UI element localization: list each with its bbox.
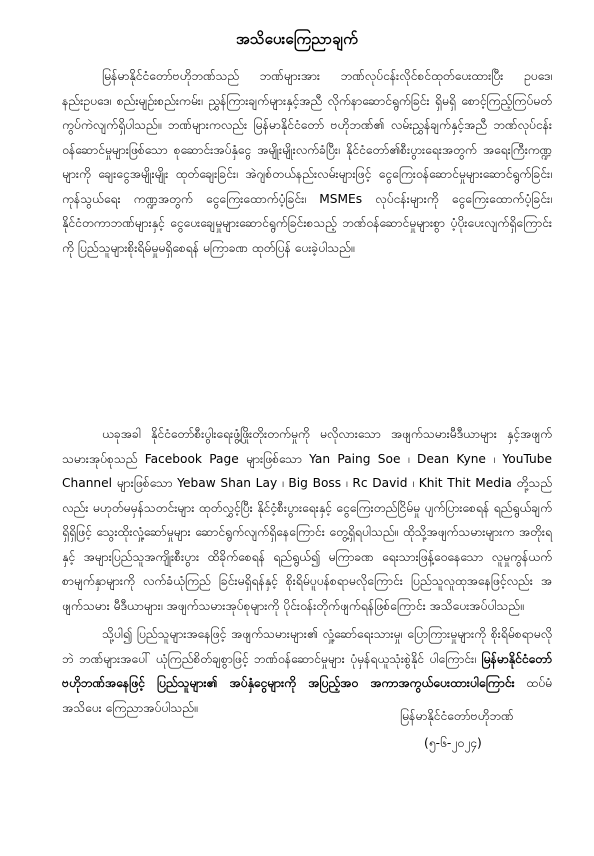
paragraph-2: ယခုအခါ နိုင်ငံတော်စီးပွါးရေးဖွံ့ဖြိုးတိုးတက်မှုကို မလိုလားသော အဖျက်သမားမီဒီယာများ နှင့်အဖျက်သမားအုပ်စုသည် Facebook Page များဖြစ်သော Yan Paing Soe ၊ Dean Kyne ၊ YouTube Channel များဖြစ်သော Yebaw Shan Lay ၊ Big Boss ၊ Rc David ၊ Khit Thit Media တို့သည်လည်း မဟုတ်မမှန်သတင်းများ ထုတ်လွှင့်ပြီး နိုင်ငံ့စီးပွားရေးနှင့် ငွေကြေးတည်ငြိမ်မှု ပျက်ပြားစေရန် ရည်ရွယ်ချက်ရှိရှိဖြင့် သွေးထိုးလှုံ့ဆော်မှုများ ဆောင်ရွက်လျက်ရှိနေကြောင်း တွေ့ရှိရပါသည်။ ထိုသို့အဖျက်သမားများက အတိုးရနှင့် အများပြည်သူအကျိုးစီးပွား ထိခိုက်စေရန် ရည်ရွယ်၍ မကြာခဏ ရေးသားဖြန့်ဝေနေသော လူမှုကွန်ယက်စာမျက်နှာများကို လက်ခံယုံကြည် ခြင်းမရှိရန်နှင့် စိုးရိမ်ပူပန်စရာမလိုကြောင်း ပြည်သူလူထုအနေဖြင့်လည်း အဖျက်သမား မီဒီယာများ၊ အဖျက်သမားအုပ်စုများကို ပိုင်းဝန်းတိုက်ဖျက်ရန်ဖြစ်ကြောင်း အသိပေးအပ်ပါသည်။ [62, 427, 552, 613]
paragraph-1: မြန်မာနိုင်ငံတော်ဗဟိုဘဏ်သည် ဘဏ်များအား ဘဏ်လုပ်ငန်းလိုင်စင်ထုတ်ပေးထားပြီး ဥပဒေ၊ နည်းဥပဒေ၊ စည်းမျဉ်းစည်းကမ်း၊ ညွှန်ကြားချက်များနှင့်အညီ လိုက်နာဆောင်ရွက်ခြင်း ရှိမရှိ စောင့်ကြည့်ကြပ်မတ်ကွပ်ကဲလျက်ရှိပါသည်။ ဘဏ်များကလည်း မြန်မာနိုင်ငံတော် ဗဟိုဘဏ်၏ လမ်းညွှန်ချက်နှင့်အညီ ဘဏ်လုပ်ငန်းဝန်ဆောင်မှုများဖြစ်သော စုဆောင်းအပ်နှံငွေ အမျိုးမျိုးလက်ခံပြီး၊ နိုင်ငံတော်၏စီးပွားရေးအတွက် အရေးကြီးကဏ္ဍများကို ချေးငွေအမျိုးမျိုး ထုတ်ချေးခြင်း၊ အဲဂျစ်တယ်နည်းလမ်းများဖြင့် ငွေကြေးဝန်ဆောင်မှုများဆောင်ရွက်ခြင်း၊ ကုန်သွယ်ရေး ကဏ္ဍအတွက် ငွေကြေးထောက်ပံ့ခြင်း၊ MSMEs လုပ်ငန်းများကို ငွေကြေးထောက်ပံ့ခြင်း၊ နိုင်ငံတကာဘဏ်များနှင့် ငွေပေးချေမှုများဆောင်ရွက်ခြင်းစသည့် ဘဏ်ဝန်ဆောင်မှုများစွာ ပံ့ပိုးပေးလျက်ရှိကြောင်းကို ပြည်သူများစိုးရိမ်မှုမရှိစေရန် မကြာခဏ ထုတ်ပြန် ပေးခဲ့ပါသည်။ [62, 69, 552, 255]
paragraph-3-text: သို့ပါ၍ ပြည်သူများအနေဖြင့် အဖျက်သမားများ၏ လှုံ့ဆော်ရေးသားမှု၊ ပြောကြားမှုများကို စိုးရိမ်စရာမလိုဘဲ ဘဏ်များအပေါ် ယုံကြည်စိတ်ချစွာဖြင့် ဘဏ်ဝန်ဆောင်မှုများ ပုံမှန်ရယူသုံးစွဲနိုင် ပါကြောင်း၊ [62, 627, 552, 666]
paragraph-3-closing: ထပ်မံအသိပေး ကြေညာအပ်ပါသည်။ [62, 676, 552, 715]
signature-date: (၅-၆-၂၀၂၄) [424, 736, 482, 750]
paragraph-3-emphasis: မြန်မာနိုင်ငံတော်ဗဟိုဘဏ်အနေဖြင့် ပြည်သူများ၏ အပ်နှံငွေများကို အပြည့်အဝ အကာအကွယ်ပေးထားပါကြောင်း [62, 651, 552, 690]
document-title: အသိပေးကြေညာချက် [236, 30, 358, 48]
signature-organization: မြန်မာနိုင်ငံတော်ဗဟိုဘဏ် [400, 709, 514, 723]
paragraph-3 [62, 622, 552, 720]
